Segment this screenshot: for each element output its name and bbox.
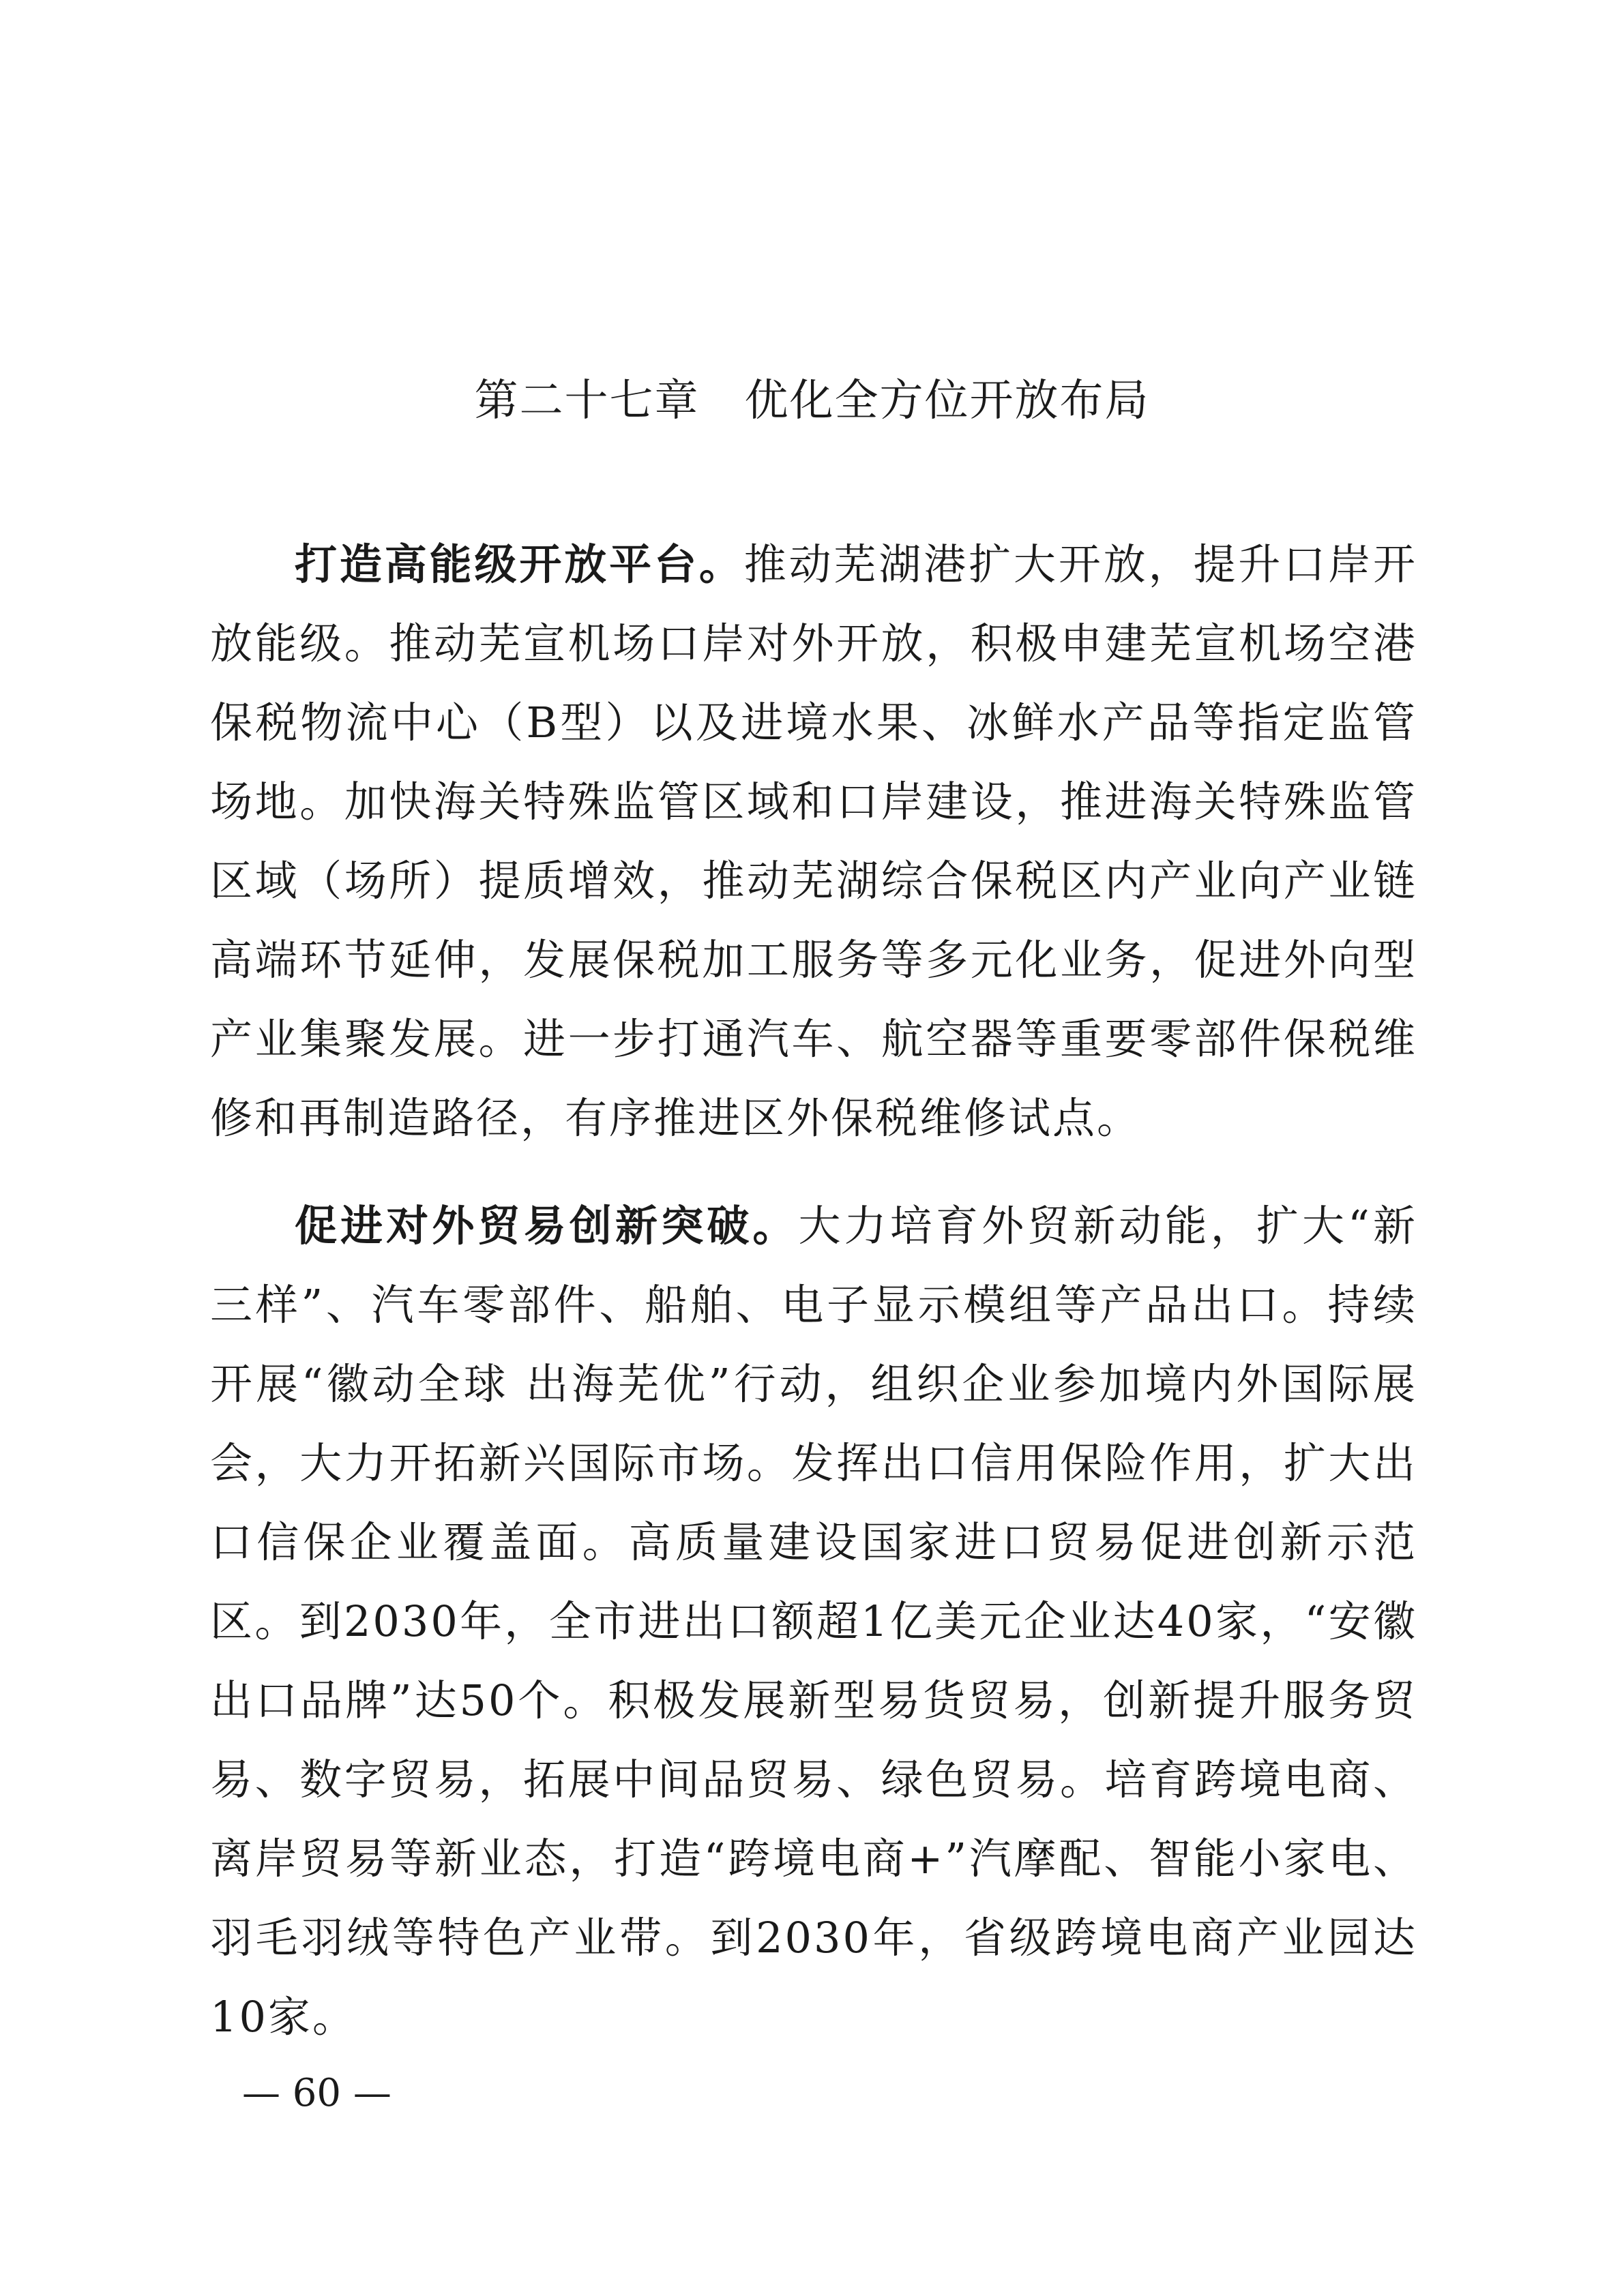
- paragraph-text: 大力培育外贸新动能，扩大“新三样”、汽车零部件、船舶、电子显示模组等产品出口。持续开展“徽动全球 出海芜优”行动，组织企业参加境内外国际展会，大力开拓新兴国际市场。发挥出口信用保险作用，扩大出口信保企业覆盖面。高质量建设国家进口贸易促进创新示范区。到2030年，全市进出口额超1亿美元企业达40家，“安徽出口品牌”达50个。积极发展新型易货贸易，创新提升服务贸易、数字贸易，拓展中间品贸易、绿色贸易。培育跨境电商、离岸贸易等新业态，打造“跨境电商+”汽摩配、智能小家电、羽毛羽绒等特色产业带。到2030年，省级跨境电商产业园达10家。: [210, 1201, 1417, 2042]
- paragraph-lead: 打造高能级开放平台。: [295, 539, 744, 589]
- paragraph-text: 推动芜湖港扩大开放，提升口岸开放能级。推动芜宣机场口岸对外开放，积极申建芜宣机场空港保税物流中心（B型）以及进境水果、冰鲜水产品等指定监管场地。加快海关特殊监管区域和口岸建设，推进海关特殊监管区域（场所）提质增效，推动芜湖综合保税区内产业向产业链高端环节延伸，发展保税加工服务等多元化业务，促进外向型产业集聚发展。进一步打通汽车、航空器等重要零部件保税维修和再制造路径，有序推进区外保税维修试点。: [210, 539, 1417, 1143]
- paragraph-platform: [210, 525, 1417, 1158]
- chapter-title: 第二十七章 优化全方位开放布局: [474, 376, 1150, 426]
- paragraph-trade: [210, 1187, 1417, 2057]
- page-number: — 60 —: [242, 2071, 392, 2115]
- paragraph-lead: 促进对外贸易创新突破。: [295, 1201, 799, 1251]
